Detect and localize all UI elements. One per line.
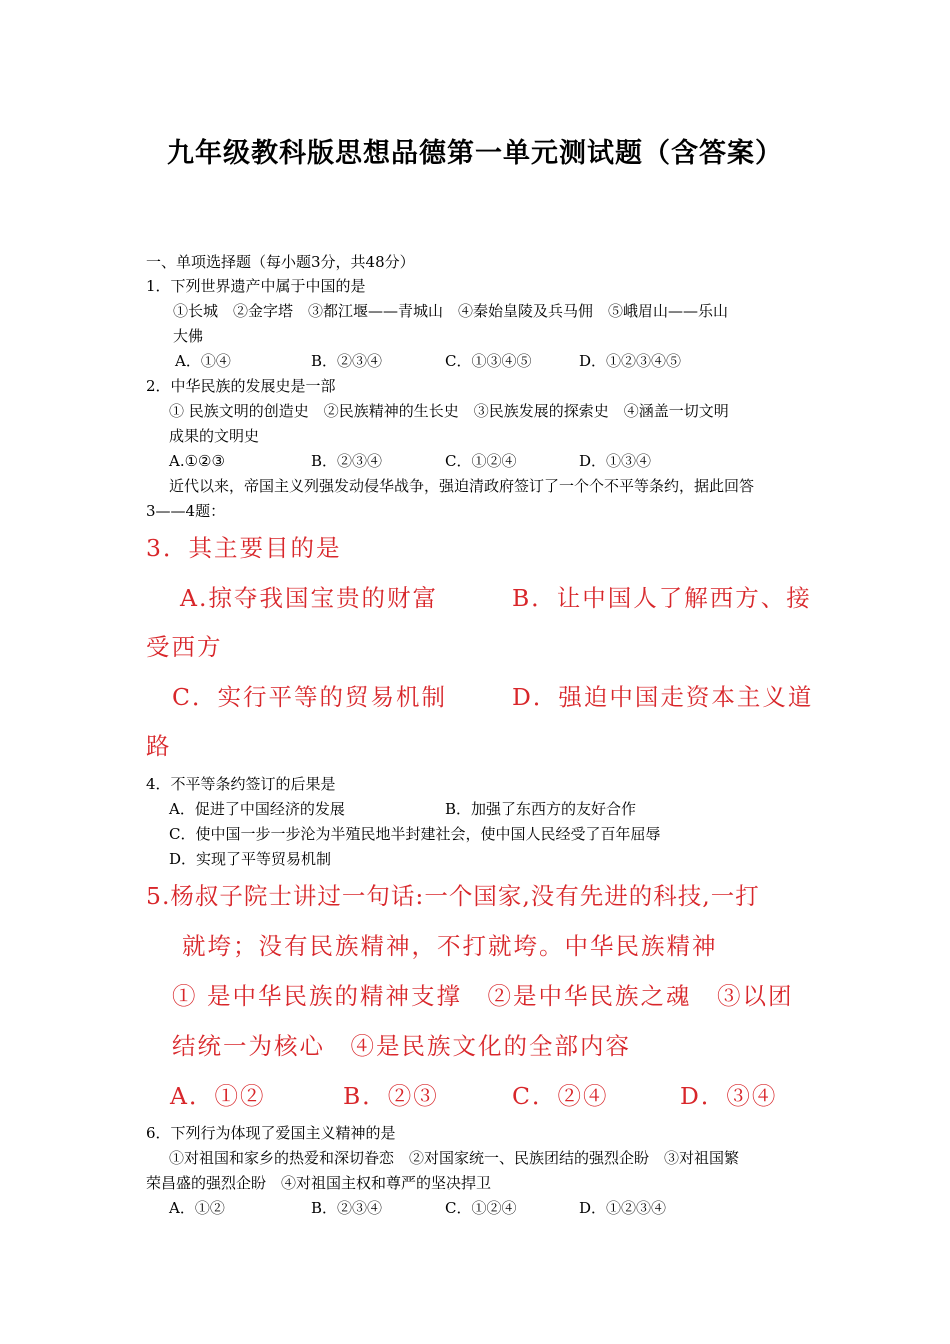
question-3-option-a: A.掠夺我国宝贵的财富: [180, 584, 438, 612]
question-6-option-d: D．①②③④: [579, 1199, 667, 1217]
question-1-items-cont: 大佛: [173, 327, 204, 345]
question-4-option-d: D．实现了平等贸易机制: [169, 850, 332, 868]
question-2-option-c: C．①②④: [445, 452, 517, 470]
question-1-stem: 1．下列世界遗产中属于中国的是: [146, 277, 366, 295]
question-3-option-d: D．强迫中国走资本主义道: [512, 683, 814, 711]
question-6-items: ①对祖国和家乡的热爱和深切眷恋 ②对国家统一、民族团结的强烈企盼 ③对祖国繁: [169, 1149, 740, 1167]
passage-intro-cont: 3——4题：: [146, 502, 226, 520]
question-5-option-d: D．③④: [680, 1082, 778, 1110]
question-6-stem: 6．下列行为体现了爱国主义精神的是: [146, 1124, 396, 1142]
question-4-stem: 4．不平等条约签订的后果是: [146, 775, 336, 793]
question-5-items-cont: 结统一为核心 ④是民族文化的全部内容: [172, 1032, 631, 1060]
question-2-stem: 2．中华民族的发展史是一部: [146, 377, 336, 395]
question-4-option-b: B．加强了东西方的友好合作: [445, 800, 637, 818]
question-3-option-b-cont: 受西方: [146, 633, 223, 661]
section-heading: 一、单项选择题（每小题3分，共48分）: [146, 253, 415, 271]
question-4-option-c: C．使中国一步一步沦为半殖民地半封建社会，使中国人民经受了百年屈辱: [169, 825, 661, 843]
page-title: 九年级教科版思想品德第一单元测试题（含答案）: [167, 138, 783, 169]
question-1-option-d: D．①②③④⑤: [579, 352, 682, 370]
question-5-stem: 5.杨叔子院士讲过一句话:一个国家,没有先进的科技,一打: [146, 882, 760, 910]
question-1-option-c: C．①③④⑤: [445, 352, 532, 370]
question-6-items-cont: 荣昌盛的强烈企盼 ④对祖国主权和尊严的坚决捍卫: [146, 1174, 492, 1192]
question-5-stem-cont: 就垮；没有民族精神，不打就垮。中华民族精神: [182, 932, 718, 960]
question-5-option-a: A．①②: [170, 1082, 266, 1110]
question-3-stem: 3．其主要目的是: [146, 534, 342, 562]
question-6-option-a: A．①②: [169, 1199, 225, 1217]
question-2-option-b: B．②③④: [311, 452, 383, 470]
question-4-option-a: A．促进了中国经济的发展: [169, 800, 345, 818]
question-2-items: ① 民族文明的创造史 ②民族精神的生长史 ③民族发展的探索史 ④涵盖一切文明: [169, 402, 729, 420]
question-2-option-d: D．①③④: [579, 452, 652, 470]
question-2-option-a: A.①②③: [169, 452, 225, 470]
question-6-option-b: B．②③④: [311, 1199, 383, 1217]
question-3-option-c: C．实行平等的贸易机制: [172, 683, 447, 711]
question-1-option-a: A．①④: [175, 352, 231, 370]
question-3-option-d-cont: 路: [146, 732, 172, 760]
question-1-option-b: B．②③④: [311, 352, 383, 370]
question-3-option-b: B．让中国人了解西方、接: [512, 584, 812, 612]
question-5-option-c: C．②④: [512, 1082, 609, 1110]
question-2-items-cont: 成果的文明史: [169, 427, 260, 445]
question-5-option-b: B．②③: [343, 1082, 439, 1110]
question-5-items: ① 是中华民族的精神支撑 ②是中华民族之魂 ③以团: [172, 982, 794, 1010]
passage-intro: 近代以来，帝国主义列强发动侵华战争，强迫清政府签订了一个个不平等条约，据此回答: [169, 477, 755, 495]
question-1-items: ①长城 ②金字塔 ③都江堰——青城山 ④秦始皇陵及兵马佣 ⑤峨眉山——乐山: [173, 302, 729, 320]
question-6-option-c: C．①②④: [445, 1199, 517, 1217]
